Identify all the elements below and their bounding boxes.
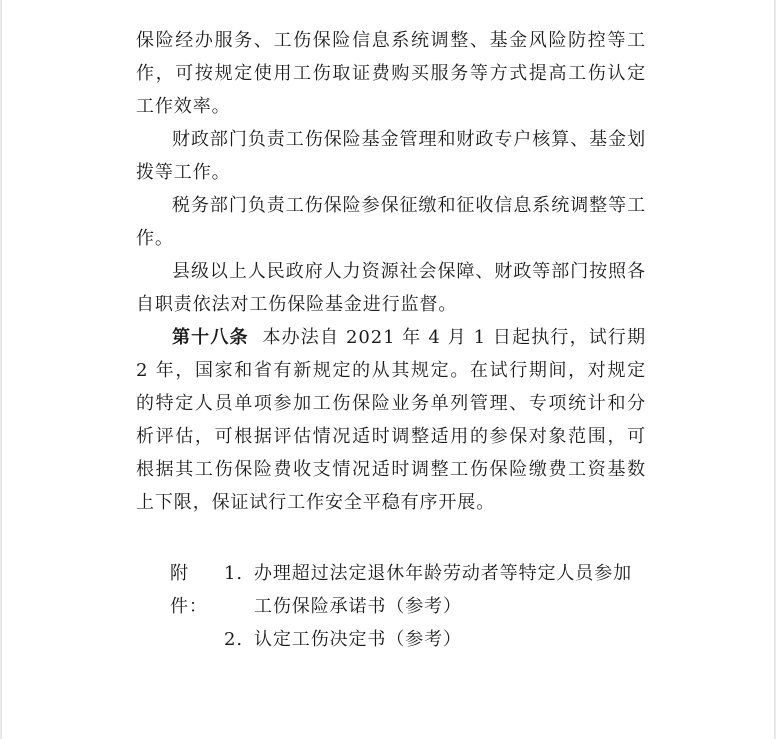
attachment-title: 认定工伤决定书（参考）	[254, 629, 462, 650]
article-18-heading: 第十八条	[172, 327, 249, 348]
attachments-label-spacer	[170, 623, 224, 656]
attachments-label: 附件：	[170, 563, 208, 617]
attachment-number: 2.	[224, 629, 243, 650]
article-18-body: 本办法自 2021 年 4 月 1 日起执行，试行期 2 年，国家和省有新规定的从其规定。在试行期间，对规定的特定人员单项参加工伤保险业务单列管理、专项统计和分析评估，可根据评估情况适时调整适用的参保对象范围，可根据其工伤保险费收支情况适时调整工伤保险缴费工资基数上下限，保证试行工作安全平稳有序开展。	[136, 327, 646, 513]
attachment-item	[170, 557, 650, 623]
paragraph-supervision: 县级以上人民政府人力资源社会保障、财政等部门按照各自职责依法对工伤保险基金进行监督。	[136, 261, 646, 315]
attachment-number: 1.	[224, 563, 243, 584]
document-body	[136, 24, 646, 519]
paragraph-continued: 保险经办服务、工伤保险信息系统调整、基金风险防控等工作，可按规定使用工伤取证费购买服务等方式提高工伤认定工作效率。	[136, 30, 646, 117]
paragraph-tax-dept: 税务部门负责工伤保险参保征缴和征收信息系统调整等工作。	[136, 195, 646, 249]
attachment-title: 办理超过法定退休年龄劳动者等特定人员参加工伤保险承诺书（参考）	[254, 563, 632, 617]
document-page	[2, 0, 774, 739]
attachments-list	[170, 557, 650, 656]
paragraph-finance-dept: 财政部门负责工伤保险基金管理和财政专户核算、基金划拨等工作。	[136, 129, 646, 183]
article-18	[136, 321, 646, 519]
attachment-item	[170, 623, 650, 656]
